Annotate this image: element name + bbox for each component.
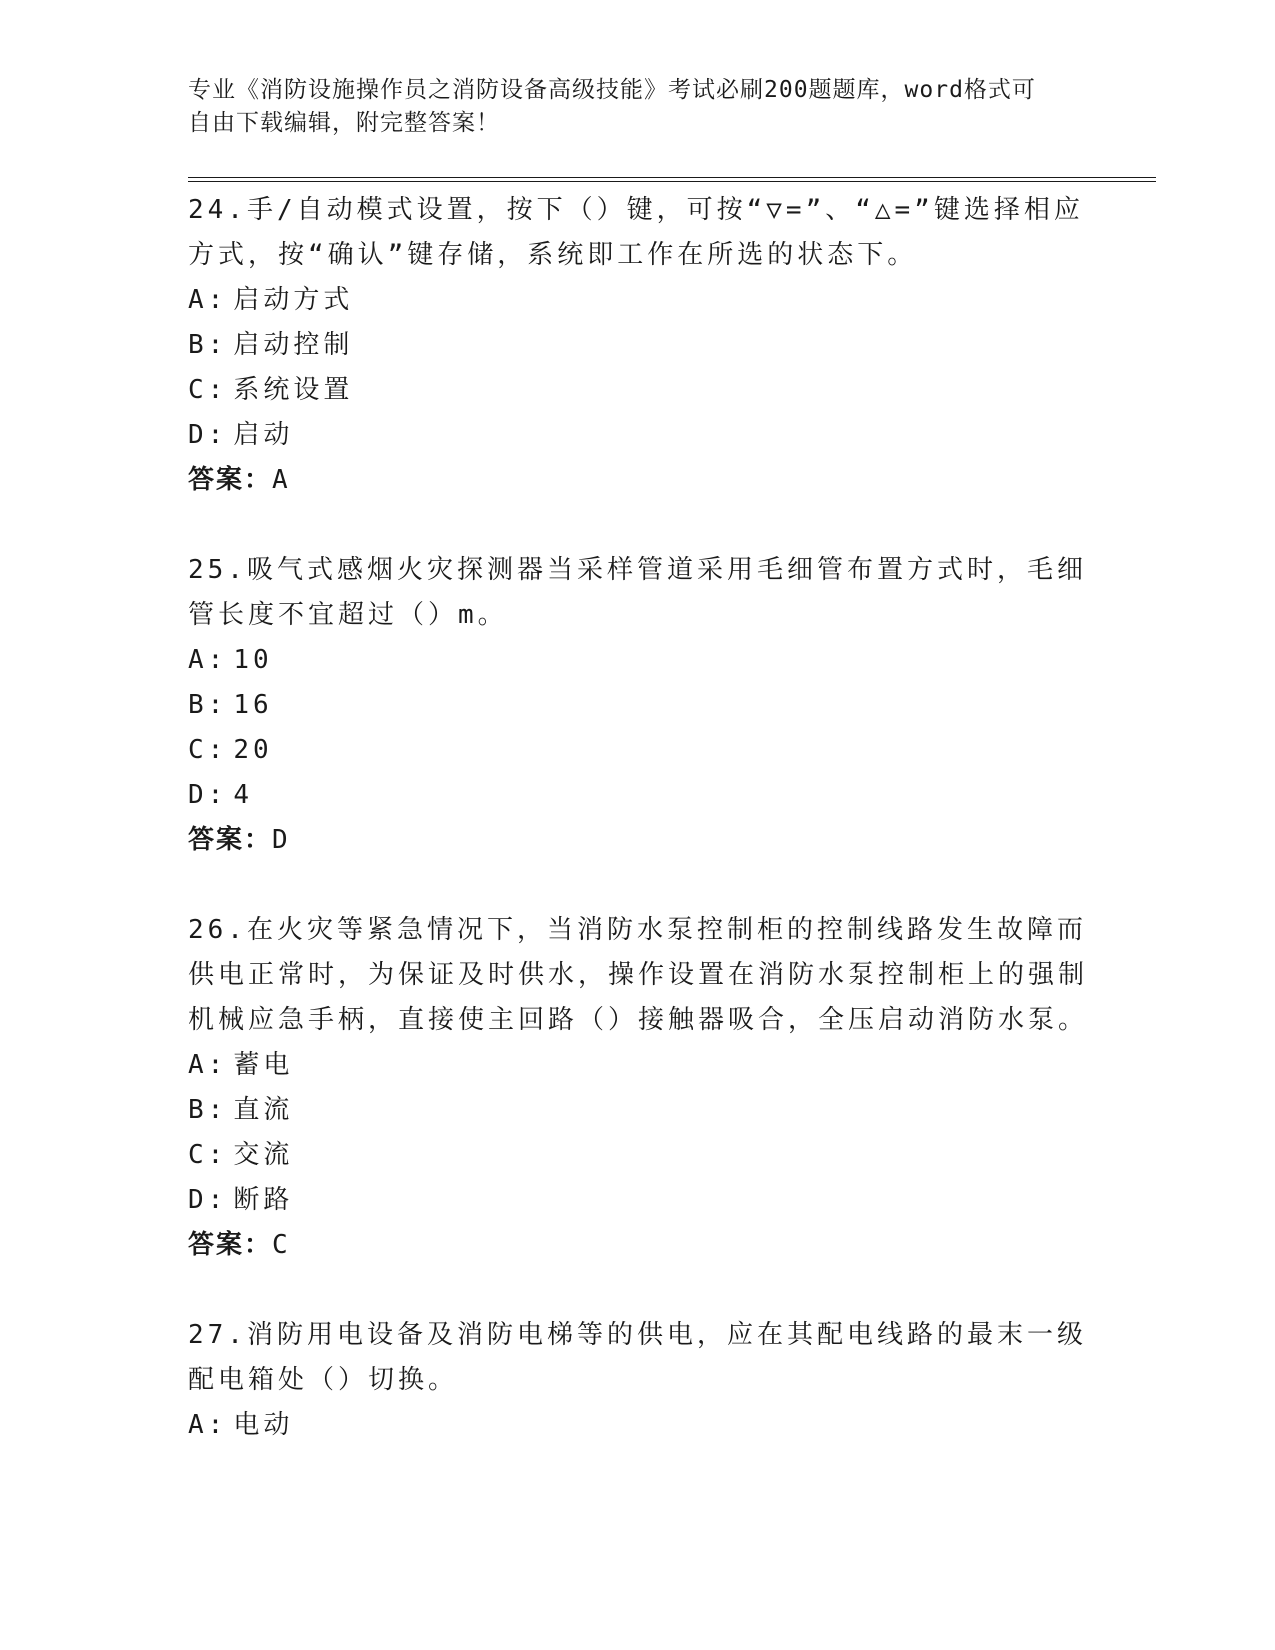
option-a	[188, 1043, 1088, 1088]
option-text: 电动	[233, 1410, 294, 1440]
option-text: 启动	[233, 420, 294, 450]
question-text: 26.在火灾等紧急情况下，当消防水泵控制柜的控制线路发生故障而供电正常时，为保证及时供水，操作设置在消防水泵控制柜上的强制机械应急手柄，直接使主回路（）接触器吸合，全压启动消防水泵。	[188, 915, 1089, 1035]
option-key: D:	[188, 1185, 228, 1215]
option-key: A:	[188, 1410, 228, 1440]
spacer	[188, 1268, 1088, 1313]
option-text: 交流	[233, 1140, 294, 1170]
question-24	[188, 188, 1088, 503]
question-26	[188, 908, 1088, 1268]
question-text: 24.手/自动模式设置，按下（）键，可按“▽=”、“△=”键选择相应方式，按“确认”键存储，系统即工作在所选的状态下。	[188, 195, 1084, 270]
option-c	[188, 368, 1088, 413]
option-a	[188, 638, 1088, 683]
option-text: 直流	[233, 1095, 294, 1125]
option-b	[188, 323, 1088, 368]
header-line-1: 专业《消防设施操作员之消防设备高级技能》考试必刷200题题库，word格式可	[188, 77, 1036, 103]
answer-line	[188, 458, 1088, 503]
option-key: B:	[188, 690, 228, 720]
option-text: 系统设置	[233, 375, 354, 405]
option-text: 10	[233, 645, 273, 675]
answer-value: C	[272, 1230, 290, 1260]
option-a	[188, 278, 1088, 323]
question-27	[188, 1313, 1088, 1448]
answer-line	[188, 818, 1088, 863]
option-key: B:	[188, 330, 228, 360]
option-text: 20	[233, 735, 273, 765]
spacer	[188, 503, 1088, 548]
question-text: 25.吸气式感烟火灾探测器当采样管道采用毛细管布置方式时，毛细管长度不宜超过（）m。	[188, 555, 1087, 630]
option-b	[188, 1088, 1088, 1133]
question-25	[188, 548, 1088, 863]
question-text: 27.消防用电设备及消防电梯等的供电，应在其配电线路的最末一级配电箱处（）切换。	[188, 1320, 1087, 1395]
question-list	[188, 188, 1088, 1448]
option-c	[188, 1133, 1088, 1178]
option-text: 16	[233, 690, 273, 720]
answer-label: 答案：	[188, 465, 273, 495]
header-divider-bottom	[188, 181, 1156, 182]
answer-value: D	[272, 825, 290, 855]
option-key: A:	[188, 285, 228, 315]
option-key: A:	[188, 645, 228, 675]
document-header	[188, 74, 1088, 140]
option-key: C:	[188, 735, 228, 765]
option-key: D:	[188, 420, 228, 450]
option-d	[188, 773, 1088, 818]
answer-value: A	[272, 465, 290, 495]
option-text: 4	[233, 780, 253, 810]
answer-label: 答案：	[188, 1230, 273, 1260]
option-c	[188, 728, 1088, 773]
option-text: 蓄电	[233, 1050, 294, 1080]
header-divider-top	[188, 177, 1156, 178]
option-key: C:	[188, 375, 228, 405]
option-key: C:	[188, 1140, 228, 1170]
option-key: A:	[188, 1050, 228, 1080]
option-b	[188, 683, 1088, 728]
header-line-2: 自由下载编辑，附完整答案！	[188, 110, 500, 136]
option-text: 启动控制	[233, 330, 354, 360]
option-key: B:	[188, 1095, 228, 1125]
option-text: 启动方式	[233, 285, 354, 315]
answer-label: 答案：	[188, 825, 273, 855]
option-d	[188, 413, 1088, 458]
answer-line	[188, 1223, 1088, 1268]
spacer	[188, 863, 1088, 908]
option-text: 断路	[233, 1185, 294, 1215]
option-a	[188, 1403, 1088, 1448]
option-d	[188, 1178, 1088, 1223]
option-key: D:	[188, 780, 228, 810]
